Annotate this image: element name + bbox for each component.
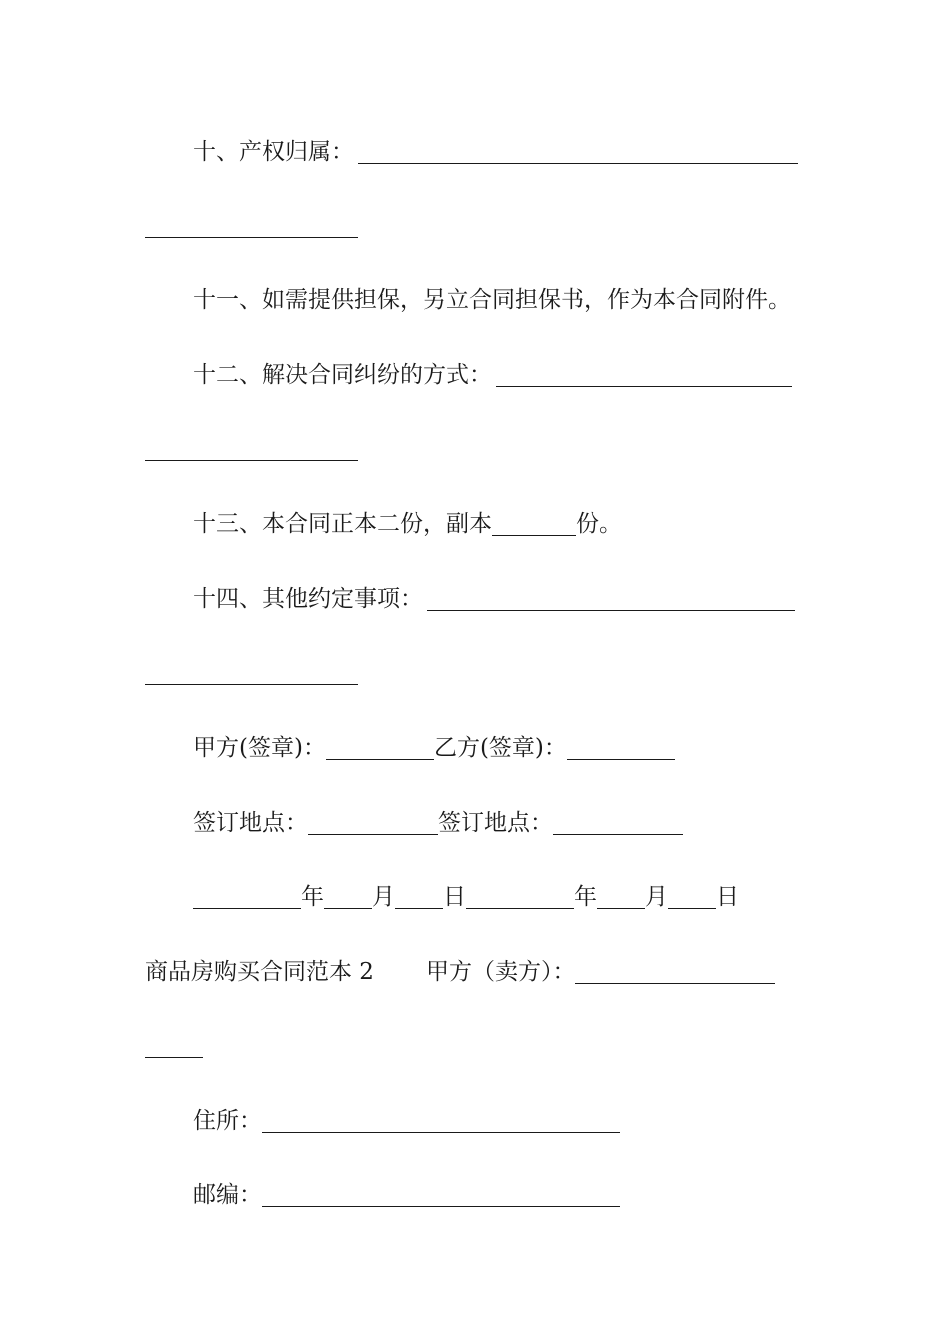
party-a-day-label: 日 (443, 884, 466, 910)
party-b-month-label: 月 (645, 884, 668, 910)
clause-11 (193, 285, 791, 315)
postcode-label: 邮编： (193, 1182, 262, 1208)
party-a-day-blank (395, 886, 443, 909)
clause-12-blank-continued (145, 459, 358, 461)
clause-10-blank (358, 141, 798, 164)
clause-14 (193, 584, 795, 614)
clause-12-blank (496, 364, 792, 387)
party-a-sign-label: 甲方(签章)： (193, 735, 326, 761)
postcode-blank (262, 1184, 620, 1207)
party-a-place-label: 签订地点： (193, 810, 308, 836)
seller-blank-continued (145, 1056, 203, 1058)
clause-12-label: 十二、解决合同纠纷的方式： (193, 362, 492, 388)
clause-10-blank-continued (145, 236, 358, 238)
party-b-day-blank (668, 886, 716, 909)
party-b-sign-blank (567, 737, 675, 760)
clause-13 (193, 509, 622, 539)
party-a-sign-blank (326, 737, 434, 760)
clause-11-text: 十一、如需提供担保，另立合同担保书，作为本合同附件。 (193, 287, 791, 313)
party-a-year-label: 年 (301, 884, 324, 910)
party-a-month-blank (324, 886, 372, 909)
seller-blank (575, 961, 775, 984)
address-row (193, 1106, 620, 1136)
clause-14-label: 十四、其他约定事项： (193, 586, 423, 612)
party-b-sign-label: 乙方(签章)： (433, 735, 567, 761)
copies-blank (492, 513, 576, 536)
clause-13-text-start: 十三、本合同正本二份，副本 (193, 511, 492, 537)
address-label: 住所： (193, 1108, 262, 1134)
clause-10 (193, 137, 798, 167)
postcode-row (193, 1180, 620, 1210)
party-b-month-blank (597, 886, 645, 909)
signing-place-row (193, 808, 683, 838)
party-a-year-blank (193, 886, 301, 909)
clause-14-blank-continued (145, 683, 358, 685)
next-contract-heading (145, 957, 775, 987)
date-row (193, 882, 739, 912)
seller-label: 甲方（卖方）： (425, 959, 576, 985)
party-b-year-label: 年 (574, 884, 597, 910)
clause-10-label: 十、产权归属： (193, 139, 354, 165)
address-blank (262, 1110, 620, 1133)
party-a-month-label: 月 (372, 884, 395, 910)
signature-row (193, 733, 675, 763)
clause-14-blank (427, 588, 795, 611)
next-contract-title: 商品房购买合同范本 2 (145, 959, 374, 985)
clause-12 (193, 360, 792, 390)
party-b-place-blank (553, 812, 683, 835)
party-b-day-label: 日 (716, 884, 739, 910)
party-a-place-blank (308, 812, 438, 835)
clause-13-text-end: 份。 (576, 511, 622, 537)
party-b-place-label: 签订地点： (438, 810, 553, 836)
party-b-year-blank (466, 886, 574, 909)
